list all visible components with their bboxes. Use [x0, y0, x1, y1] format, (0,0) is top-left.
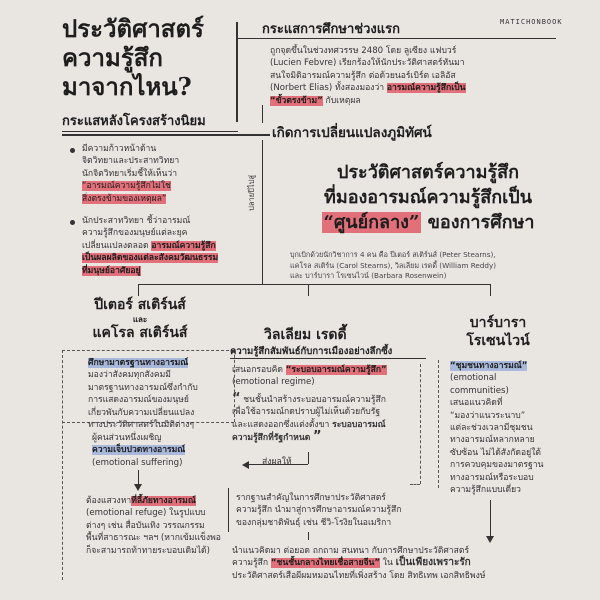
refuge-b4: ก็จะสามารถท้าทายระบอบเดิมได้)	[86, 545, 210, 556]
structuralism-point-2	[82, 215, 252, 277]
stearns-and: และ	[132, 314, 148, 324]
contrib-1: รากฐานสำคัญในการศึกษาประวัติศาสตร์	[236, 493, 386, 503]
contrib-bracket-v	[228, 488, 229, 532]
reddy-q3b: ระบอบอารมณ์	[332, 419, 386, 430]
reddy-dash-bottom	[410, 484, 420, 485]
brand-label: MATICHONBOOK	[500, 18, 563, 26]
structuralism-heading: กระแสหลังโครงสร้างนิยม	[62, 114, 206, 129]
center-sub-3: และ บาร์บารา โรเซนไวน์ (Barbara Rosenwein)	[290, 271, 447, 280]
center-highlight: “ศูนย์กลาง”	[323, 212, 420, 233]
rosenwein-d6: การควบคุมของมาตรฐาน	[450, 460, 544, 471]
title-line-3: มาจากไหน?	[62, 72, 192, 101]
reddy-name: วิลเลียม เรดดี้	[264, 327, 347, 343]
center-sub	[290, 250, 580, 282]
effect-label: ส่งผลให้	[262, 457, 292, 467]
title-line-1: ประวัติศาสตร์	[62, 14, 204, 43]
suffering-a: ผู้คนส่วนหนึ่งเผชิญ	[92, 433, 162, 443]
stearns-d3: การแสดงอารมณ์ของมนุษย์	[88, 395, 189, 406]
refuge-b2: ต่างๆ เช่น สื่อบันเทิง วรรณกรรม	[86, 520, 205, 531]
spine-side-text: ปลายปีไปสู่	[247, 175, 256, 211]
stearns-d2: มาตรฐานทางอารมณ์ซึ่งกำกับ	[88, 382, 198, 393]
rosenwein-name-2: โรเซนไวน์	[466, 333, 530, 349]
title-line-2: ความรู้สึก	[62, 43, 163, 72]
early-line-2: (Lucien Febvre) เรียกร้องให้นักประวัติศาสตร์หันมา	[270, 58, 465, 69]
s-p2-a: นักประสาทวิทยา ชี้ว่าอารมณ์	[82, 216, 191, 226]
contrib-2: ความรู้สึก นำมาสู่การศึกษาอารมณ์ความรู้สึก	[236, 505, 402, 516]
center-line-1: ประวัติศาสตร์ความรู้สึก	[336, 162, 520, 183]
footer-2b: ใน	[382, 558, 393, 569]
paradigm-heading: เกิดการเปลี่ยนแปลงภูมิทัศน์	[272, 125, 432, 141]
suffering-arrowhead	[134, 484, 142, 491]
rosenwein-e1: (emotional	[450, 373, 497, 384]
s-p1-h1: “อารมณ์ความรู้สึกไม่ใช่	[82, 181, 171, 192]
reddy-dash-right	[420, 364, 421, 484]
structuralism-underline	[62, 131, 238, 132]
reddy-sub: ความรู้สึกสัมพันธ์กับการเมืองอย่างลึกซึ้ง	[230, 346, 393, 357]
stearns-box-left	[62, 350, 63, 580]
reddy-regime	[232, 364, 412, 389]
rosenwein-dash-left	[438, 360, 439, 488]
divider-vertical-top	[236, 22, 238, 122]
tree-branch-mid	[308, 284, 309, 296]
s-p1-b: จิตวิทยาและประสาทวิทยา	[82, 156, 180, 167]
reddy-q1: ชนชั้นนำสร้างระบอบอารมณ์ความรู้สึก	[243, 395, 386, 405]
s-p1-h2: สิ่งตรงข้ามของเหตุผล”	[82, 193, 167, 204]
effect-line-v	[308, 452, 309, 464]
early-highlight-1: อารมณ์ความรู้สึกเป็น	[386, 83, 466, 94]
s-p2-h3: ที่มนุษย์อาศัยอยู่	[82, 265, 141, 276]
rosenwein-e2: communities)	[450, 385, 509, 396]
stearns-d1: มองว่าสังคมทุกสังคมมี	[88, 370, 171, 381]
footer-2h: “ชนชั้นกลางไทยเชื่อสายจีน”	[270, 558, 381, 569]
rosenwein-desc	[450, 360, 570, 496]
refuge-text	[86, 495, 246, 557]
stearns-concept: ศึกษามาตรฐานทางอารมณ์	[88, 358, 189, 368]
footer-1: นำแนวคิดมา ต่อยอด ถกถาม สนทนา กับการศึกษาประวัติศาสตร์	[232, 546, 470, 556]
contrib-3: ของกลุ่มชาติพันธุ์ เช่น ชีวิ-โรงิยในอเมริกา	[236, 517, 392, 528]
s-p1-a: มีความก้าวหน้าด้าน	[82, 144, 157, 154]
stearns-d4: เกี่ยวพันกับความเปลี่ยนแปลง	[88, 407, 195, 418]
rosenwein-d4: ทางอารมณ์หลากหลาย	[450, 435, 535, 446]
reddy-q2: เพื่อใช้อารมณ์กดปราบผู้ไม่เห็นด้วยกับรัฐ	[232, 407, 381, 418]
reddy-r1h: “ระบอบอารมณ์ความรู้สึก”	[285, 365, 387, 375]
s-p2-b: ความรู้สึกของมนุษย์แต่ละยุค	[82, 228, 188, 239]
refuge-b3: พื้นที่สาธารณะ ฯลฯ (หากเข้มแข็งพอ	[86, 533, 221, 544]
early-heading: กระแสการศึกษาช่วงแรก	[262, 22, 400, 37]
bullet-1	[70, 148, 75, 153]
tree-stem	[262, 268, 263, 284]
early-text	[270, 45, 555, 107]
rosenwein-d3: แต่ละช่วงเวลามีชุมชน	[450, 423, 533, 434]
footer-2a: ความรู้สึก	[232, 558, 269, 569]
early-highlight-2: “ขั้วตรงข้าม”	[270, 95, 323, 106]
rosenwein-d8: ความรู้สึกแบบเดี่ยว	[450, 485, 521, 496]
spine-line	[262, 140, 263, 268]
footer-text	[232, 545, 582, 582]
structuralism-point-1	[82, 143, 242, 205]
footer-arrow-left-line	[308, 532, 309, 540]
rosenwein-name-1: บาร์บารา	[469, 315, 527, 331]
suffering-h: ความเจ็บปวดทางอารมณ์	[92, 445, 186, 456]
suffering-b: (emotional suffering)	[92, 457, 183, 468]
reddy-q3a: และแสดงออกซึ่งแต่งตั้งขา	[232, 419, 330, 430]
footer-arrowhead	[486, 536, 494, 543]
early-line-1: ถูกจุดขึ้นในช่วงทศวรรษ 2480 โดย ลูเซียง แฟบวร์	[270, 46, 457, 56]
center-line-3: ของการศึกษา	[427, 212, 535, 233]
early-line-5: กับเหตุผล	[325, 95, 361, 106]
rosenwein-h1: “ชุมชนทางอารมณ์”	[450, 361, 528, 371]
stearns-box-top	[62, 350, 234, 351]
early-line-3: สนใจมิติอารมณ์ความรู้สึก ต่อด้วยนอร์เบิร์ต เอลิอัส	[270, 70, 456, 81]
refuge-b1: (emotional refuge) ในรูปแบบ	[86, 508, 206, 519]
rosenwein-d7: ทางอารมณ์หรือระบอบ	[450, 472, 534, 483]
s-p1-c: นักจิตวิทยาเริ่มชี้ให้เห็นว่า	[82, 168, 178, 179]
rosenwein-d2: “มองว่าแนวระนาบ”	[450, 410, 526, 421]
reddy-underline	[230, 358, 426, 359]
stearns-name-2: แคโรล สเติร์นส์	[92, 325, 188, 341]
center-line-2: ที่มองอารมณ์ความรู้สึกเป็น	[323, 187, 533, 208]
footer-arrow-right-line	[490, 500, 491, 540]
early-line-4: (Norbert Elias) ทั้งสองมองว่า	[270, 83, 385, 94]
reddy-q4: ความรู้สึกที่รัฐกำหนด	[232, 433, 311, 444]
paradigm-line	[62, 134, 270, 136]
rosenwein-d1: เสนอแนวคิดที่	[450, 398, 503, 409]
reddy-r1a: เสนอกรอบคิด	[232, 365, 283, 375]
stearns-name-1: ปีเตอร์ สเติร์นส์	[94, 297, 186, 313]
suffering-text	[92, 432, 242, 469]
tree-horizontal	[138, 284, 490, 285]
footer-2c: เป็นเพียงเพราะรัก	[395, 557, 471, 569]
s-p2-c: เปลี่ยนแปลงตลอด	[82, 240, 149, 251]
refuge-a: ต้องแสวงหา	[86, 496, 132, 506]
refuge-h: ที่ลี้ภัยทางอารมณ์	[131, 496, 196, 506]
rosenwein-names	[438, 314, 558, 350]
stearns-d5: ทางประวัติศาสตร์ในมิติต่างๆ	[88, 420, 195, 431]
center-sub-2: แคโรล สเติร์น (Carol Stearns), วิลเลียม เรดดี้ (William Reddy)	[290, 260, 497, 270]
main-title	[62, 14, 204, 101]
center-sub-1: บุกเบิกด้วยนักวิชาการ 4 คน คือ ปีเตอร์ สเติร์นส์ (Peter Stearns),	[290, 250, 496, 259]
stearns-desc	[88, 357, 233, 431]
contrib-text	[236, 492, 446, 529]
center-title	[278, 160, 578, 235]
s-p2-h2: เป็นผลผลิตของแต่ละสังคมวัฒนธรรม	[82, 253, 219, 264]
rosenwein-d5: ซับซ้อน ไม่ได้สังกัดอยู่ใต้	[450, 447, 541, 458]
reddy-quote: “ ชนชั้นนำสร้างระบอบอารมณ์ความรู้สึก เพื่อใช้อารมณ์กดปราบผู้ไม่เห็นด้วยกับรัฐ และแสดงออกซึ่งแต่งตั้งขา ระบอบอารมณ์ ความรู้สึกที่รัฐกำหนด ”	[232, 394, 417, 445]
connector-early-down	[262, 105, 263, 123]
s-p2-h1: อารมณ์ความรู้สึก	[151, 240, 216, 251]
bullet-2	[70, 220, 75, 225]
tree-branch-right	[490, 284, 491, 296]
reddy-r2: (emotional regime)	[232, 377, 315, 388]
stearns-names	[70, 296, 210, 342]
footer-3: ประวัติศาสตร์เสือผีผมหมอนไทยที่เพิ่งสร้าง โดย สิทธิเทพ เอกสิทธิพงษ์	[232, 570, 486, 581]
tree-branch-left	[138, 284, 139, 296]
effect-arrowhead	[242, 461, 249, 469]
